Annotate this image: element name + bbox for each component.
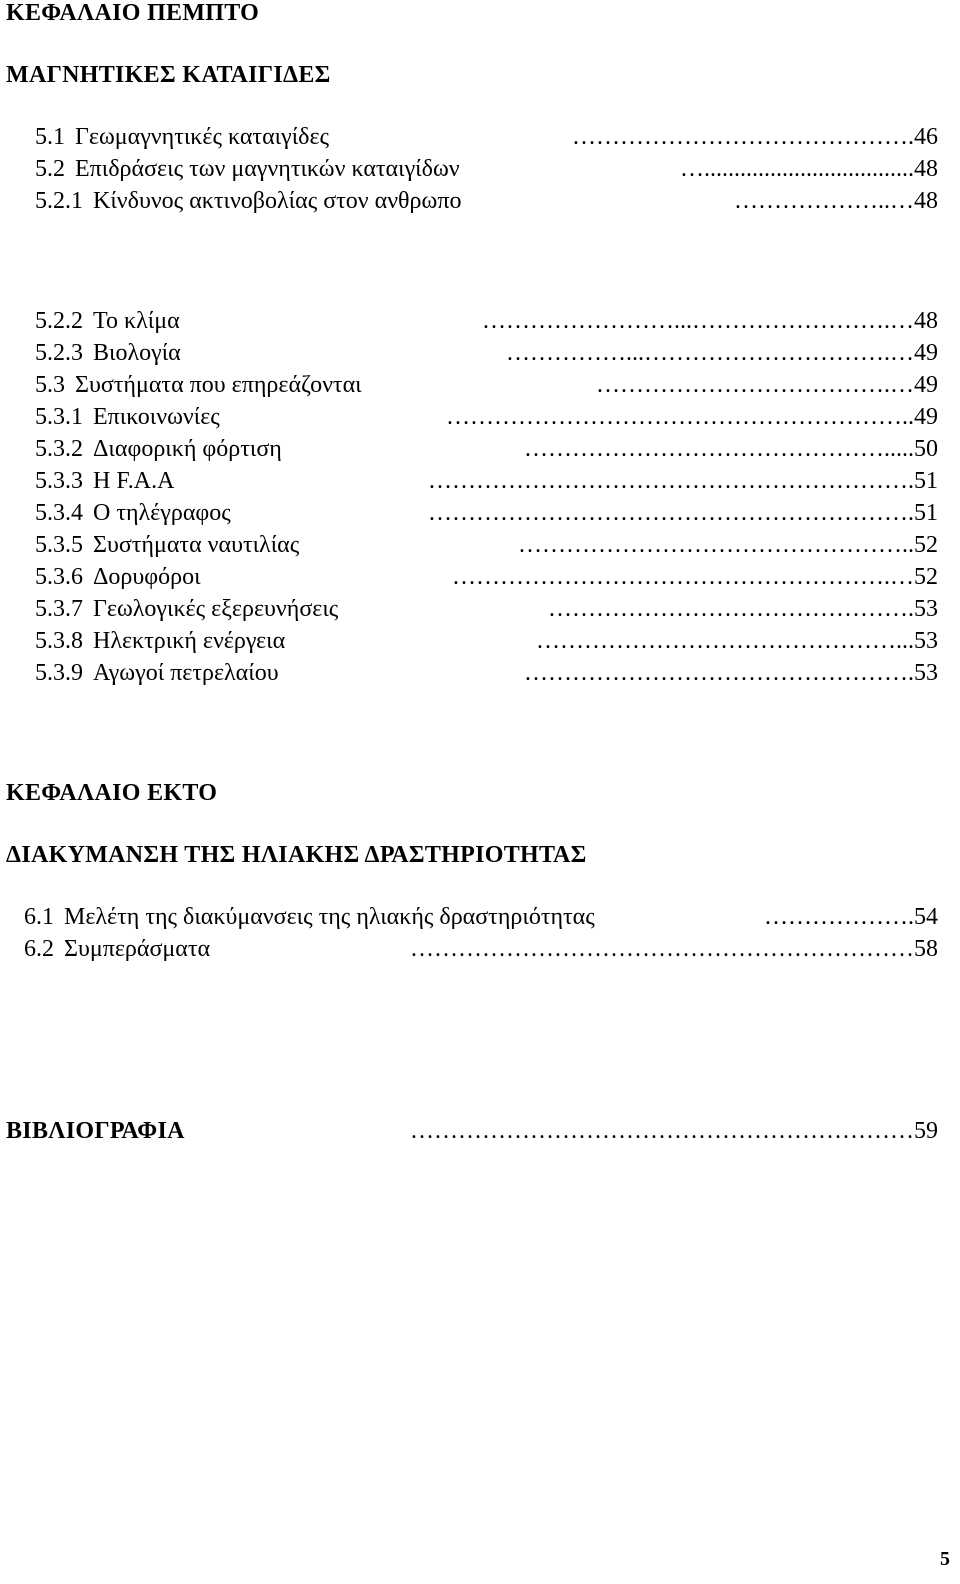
entry-page: 53 [914, 628, 938, 654]
entry-title: Γεωμαγνητικές καταιγίδες [75, 124, 330, 150]
toc-entry-5-2-2[interactable] [35, 308, 938, 338]
dot-leader: ………………………………………..... [524, 436, 914, 462]
chapter6-label: ΚΕΦΑΛΑΙΟ ΕΚΤΟ [6, 780, 218, 806]
toc-entry-6-2[interactable] [24, 936, 938, 966]
entry-number: 5.3.4 [35, 500, 83, 526]
entry-number: 5.3.6 [35, 564, 83, 590]
entry-page: 48 [914, 156, 938, 182]
entry-number: 5.3.9 [35, 660, 83, 686]
entry-page: 58 [914, 936, 938, 962]
toc-entry-5-3-2[interactable] [35, 436, 938, 466]
toc-entry-5-2[interactable] [35, 156, 938, 186]
dot-leader: ………………………………………... [536, 628, 914, 654]
entry-title: Επικοινωνίες [93, 404, 220, 430]
dot-leader: ……………………………………………………… [410, 1118, 914, 1144]
dot-leader: ……………………………………………………. [428, 500, 914, 526]
entry-number: 5.3 [35, 372, 65, 398]
entry-number: 5.3.7 [35, 596, 83, 622]
dot-leader: ………………………………………………….. [446, 404, 914, 430]
entry-page: 49 [914, 340, 938, 366]
toc-entry-5-3-1[interactable] [35, 404, 938, 434]
chapter5-title: ΜΑΓΝΗΤΙΚΕΣ ΚΑΤΑΙΓΙΔΕΣ [6, 62, 331, 88]
entry-page: 53 [914, 596, 938, 622]
entry-title: Βιολογία [93, 340, 181, 366]
entry-title: Ηλεκτρική ενέργεια [93, 628, 286, 654]
entry-page: 54 [914, 904, 938, 930]
entry-number: 6.1 [24, 904, 54, 930]
dot-leader: ………………………………………. [548, 596, 914, 622]
entry-number: 5.2.3 [35, 340, 83, 366]
entry-title: Μελέτη της διακύμανσεις της ηλιακής δραστηριότητας [64, 904, 595, 930]
entry-title: Συμπεράσματα [64, 936, 211, 962]
entry-number: 5.3.8 [35, 628, 83, 654]
toc-entry-6-1[interactable] [24, 904, 938, 934]
entry-title: Αγωγοί πετρελαίου [93, 660, 279, 686]
entry-page: 46 [914, 124, 938, 150]
entry-number: 5.3.1 [35, 404, 83, 430]
entry-title: Δορυφόροι [93, 564, 201, 590]
entry-page: 52 [914, 532, 938, 558]
toc-entry-bibliography[interactable] [6, 1118, 938, 1145]
dot-leader: ……………………………………………………. [428, 468, 914, 494]
entry-number: 5.3.3 [35, 468, 83, 494]
entry-page: 52 [914, 564, 938, 590]
entry-page: 48 [914, 308, 938, 334]
dot-leader: …................................... [680, 156, 914, 182]
entry-title: Κίνδυνος ακτινοβολίας στον ανθρωπο [93, 188, 462, 214]
dot-leader: ……………………...…………………….… [482, 308, 914, 334]
toc-entry-5-3-5[interactable] [35, 532, 938, 562]
entry-title: ΒΙΒΛΙΟΓΡΑΦΙΑ [6, 1118, 185, 1144]
toc-entry-5-3-8[interactable] [35, 628, 938, 658]
toc-entry-5-2-1[interactable] [35, 188, 938, 218]
dot-leader: ……………...………………………….… [506, 340, 914, 366]
dot-leader: ………………………………………….. [518, 532, 914, 558]
entry-number: 5.1 [35, 124, 65, 150]
entry-title: Συστήματα που επηρεάζονται [75, 372, 362, 398]
entry-title: Η F.A.A [93, 468, 175, 494]
entry-title: Διαφορική φόρτιση [93, 436, 282, 462]
entry-number: 5.3.5 [35, 532, 83, 558]
toc-entry-5-3-3[interactable] [35, 468, 938, 498]
entry-number: 5.2 [35, 156, 65, 182]
entry-page: 53 [914, 660, 938, 686]
entry-page: 50 [914, 436, 938, 462]
entry-page: 51 [914, 500, 938, 526]
dot-leader: ……………………………………………….… [452, 564, 914, 590]
entry-page: 51 [914, 468, 938, 494]
dot-leader: ……………………………………. [572, 124, 914, 150]
entry-number: 6.2 [24, 936, 54, 962]
dot-leader: ……………………………….… [596, 372, 914, 398]
entry-title: Ο τηλέγραφος [93, 500, 231, 526]
chapter6-title: ΔΙΑΚΥΜΑΝΣΗ ΤΗΣ ΗΛΙΑΚΗΣ ΔΡΑΣΤΗΡΙΟΤΗΤΑΣ [6, 842, 587, 868]
entry-page: 48 [914, 188, 938, 214]
toc-entry-5-3-6[interactable] [35, 564, 938, 594]
entry-page: 49 [914, 372, 938, 398]
dot-leader: ……………………………………………………… [410, 936, 914, 962]
toc-entry-5-2-3[interactable] [35, 340, 938, 370]
toc-entry-5-3-9[interactable] [35, 660, 938, 690]
chapter5-label: ΚΕΦΑΛΑΙΟ ΠΕΜΠΤΟ [6, 0, 260, 26]
entry-title: Γεωλογικές εξερευνήσεις [93, 596, 339, 622]
entry-number: 5.2.1 [35, 188, 83, 214]
entry-number: 5.2.2 [35, 308, 83, 334]
entry-page: 59 [914, 1118, 938, 1144]
entry-title: Επιδράσεις των μαγνητικών καταιγίδων [75, 156, 460, 182]
dot-leader: ………………. [764, 904, 914, 930]
entry-title: Το κλίμα [93, 308, 180, 334]
toc-entry-5-3-7[interactable] [35, 596, 938, 626]
toc-entry-5-3-4[interactable] [35, 500, 938, 530]
toc-entry-5-1[interactable] [35, 124, 938, 154]
dot-leader: …………………………………………. [524, 660, 914, 686]
entry-number: 5.3.2 [35, 436, 83, 462]
entry-page: 49 [914, 404, 938, 430]
dot-leader: ………………..… [734, 188, 914, 214]
toc-entry-5-3[interactable] [35, 372, 938, 402]
entry-title: Συστήματα ναυτιλίας [93, 532, 300, 558]
page-number: 5 [940, 1548, 950, 1570]
